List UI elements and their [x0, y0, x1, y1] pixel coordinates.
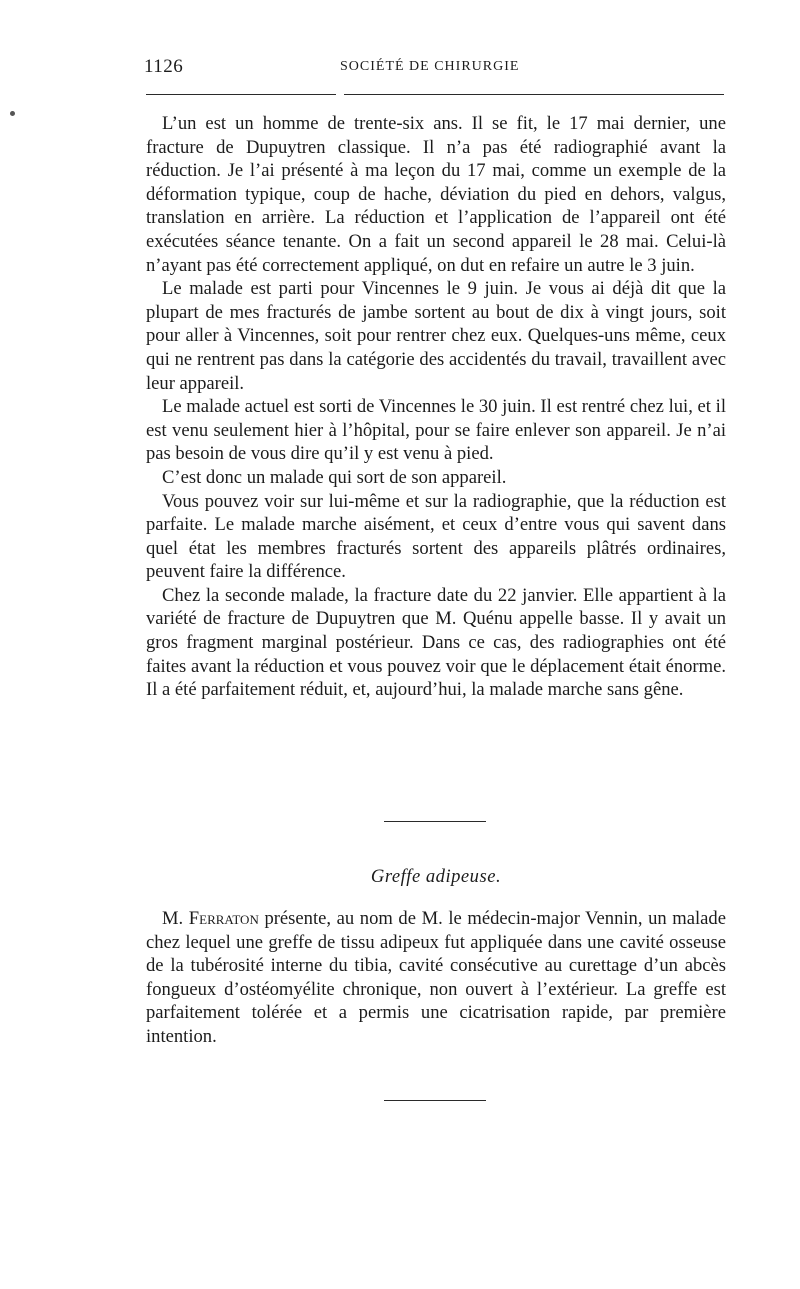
paragraph-text: présente, au nom de M. le médecin-major Vennin, un malade chez lequel une greffe de tissu adipeux fut appliquée dans une cavité osseuse de la tubérosité interne du tibia, cavité consécutive au curettage d’un abcès fongueux d’ostéomyélite chronique, non ouvert à l’extérieur. La greffe est parfaitement tolérée et a permis une cicatrisation rapide, par première intention. [146, 908, 726, 1047]
running-title: SOCIÉTÉ DE CHIRURGIE [340, 59, 520, 74]
end-divider [384, 1100, 486, 1101]
paragraph: C’est donc un malade qui sort de son appareil. [162, 466, 507, 488]
section-divider [384, 821, 486, 822]
section-body [146, 907, 726, 1049]
header-rule-right [344, 94, 724, 95]
paragraph: Vous pouvez voir sur lui-même et sur la radiographie, que la réduction est parfaite. Le malade marche aisément, et ceux d’entre vous qui savent dans quel état les membres fracturés sortent des appareils plâtrés ordinaires, peuvent faire la différence. [146, 490, 726, 583]
paragraph: Chez la seconde malade, la fracture date du 22 janvier. Elle appartient à la variété de fracture de Dupuytren que M. Quénu appelle basse. Il y avait un gros fragment marginal postérieur. Dans ce cas, des radiographies ont été faites avant la réduction et vous pouvez voir que le déplacement était énorme. Il a été parfaitement réduit, et, aujourd’hui, la malade marche sans gêne. [146, 584, 726, 701]
paragraph: Le malade actuel est sorti de Vincennes le 30 juin. Il est rentré chez lui, et il est venu seulement hier à l’hôpital, pour se faire enlever son appareil. Je n’ai pas besoin de vous dire qu’il y est venu à pied. [146, 396, 726, 465]
header-rule-left [146, 94, 336, 95]
paragraph: Le malade est parti pour Vincennes le 9 juin. Je vous ai déjà dit que la plupart de mes fracturés de jambe sortent au bout de dix à vingt jours, soit pour aller à Vincennes, soit pour rentrer chez eux. Quelques-uns même, ceux qui ne rentrent pas dans la catégorie des accidentés du travail, travaillent avec leur appareil. [146, 278, 726, 394]
paragraph: L’un est un homme de trente-six ans. Il se fit, le 17 mai dernier, une fracture de Dupuytren classique. Il n’a pas été radiographié avant la réduction. Je l’ai présenté à ma leçon du 17 mai, comme un exemple de la déformation typique, coup de hache, déviation du pied en dehors, valgus, translation en arrière. La réduction et l’application de l’appareil ont été exécutées séance tenante. On a fait un second appareil le 28 mai. Celui-là n’ayant pas été correctement appliqué, on dut en refaire un autre le 3 juin. [146, 113, 726, 276]
section-paragraph [146, 907, 726, 1049]
author-name: Ferraton [188, 908, 259, 929]
margin-ink-spot [10, 111, 15, 116]
name-prefix: M. [162, 908, 189, 929]
body-text [146, 112, 726, 702]
page-number: 1126 [144, 56, 184, 77]
section-heading: Greffe adipeuse. [370, 866, 502, 887]
